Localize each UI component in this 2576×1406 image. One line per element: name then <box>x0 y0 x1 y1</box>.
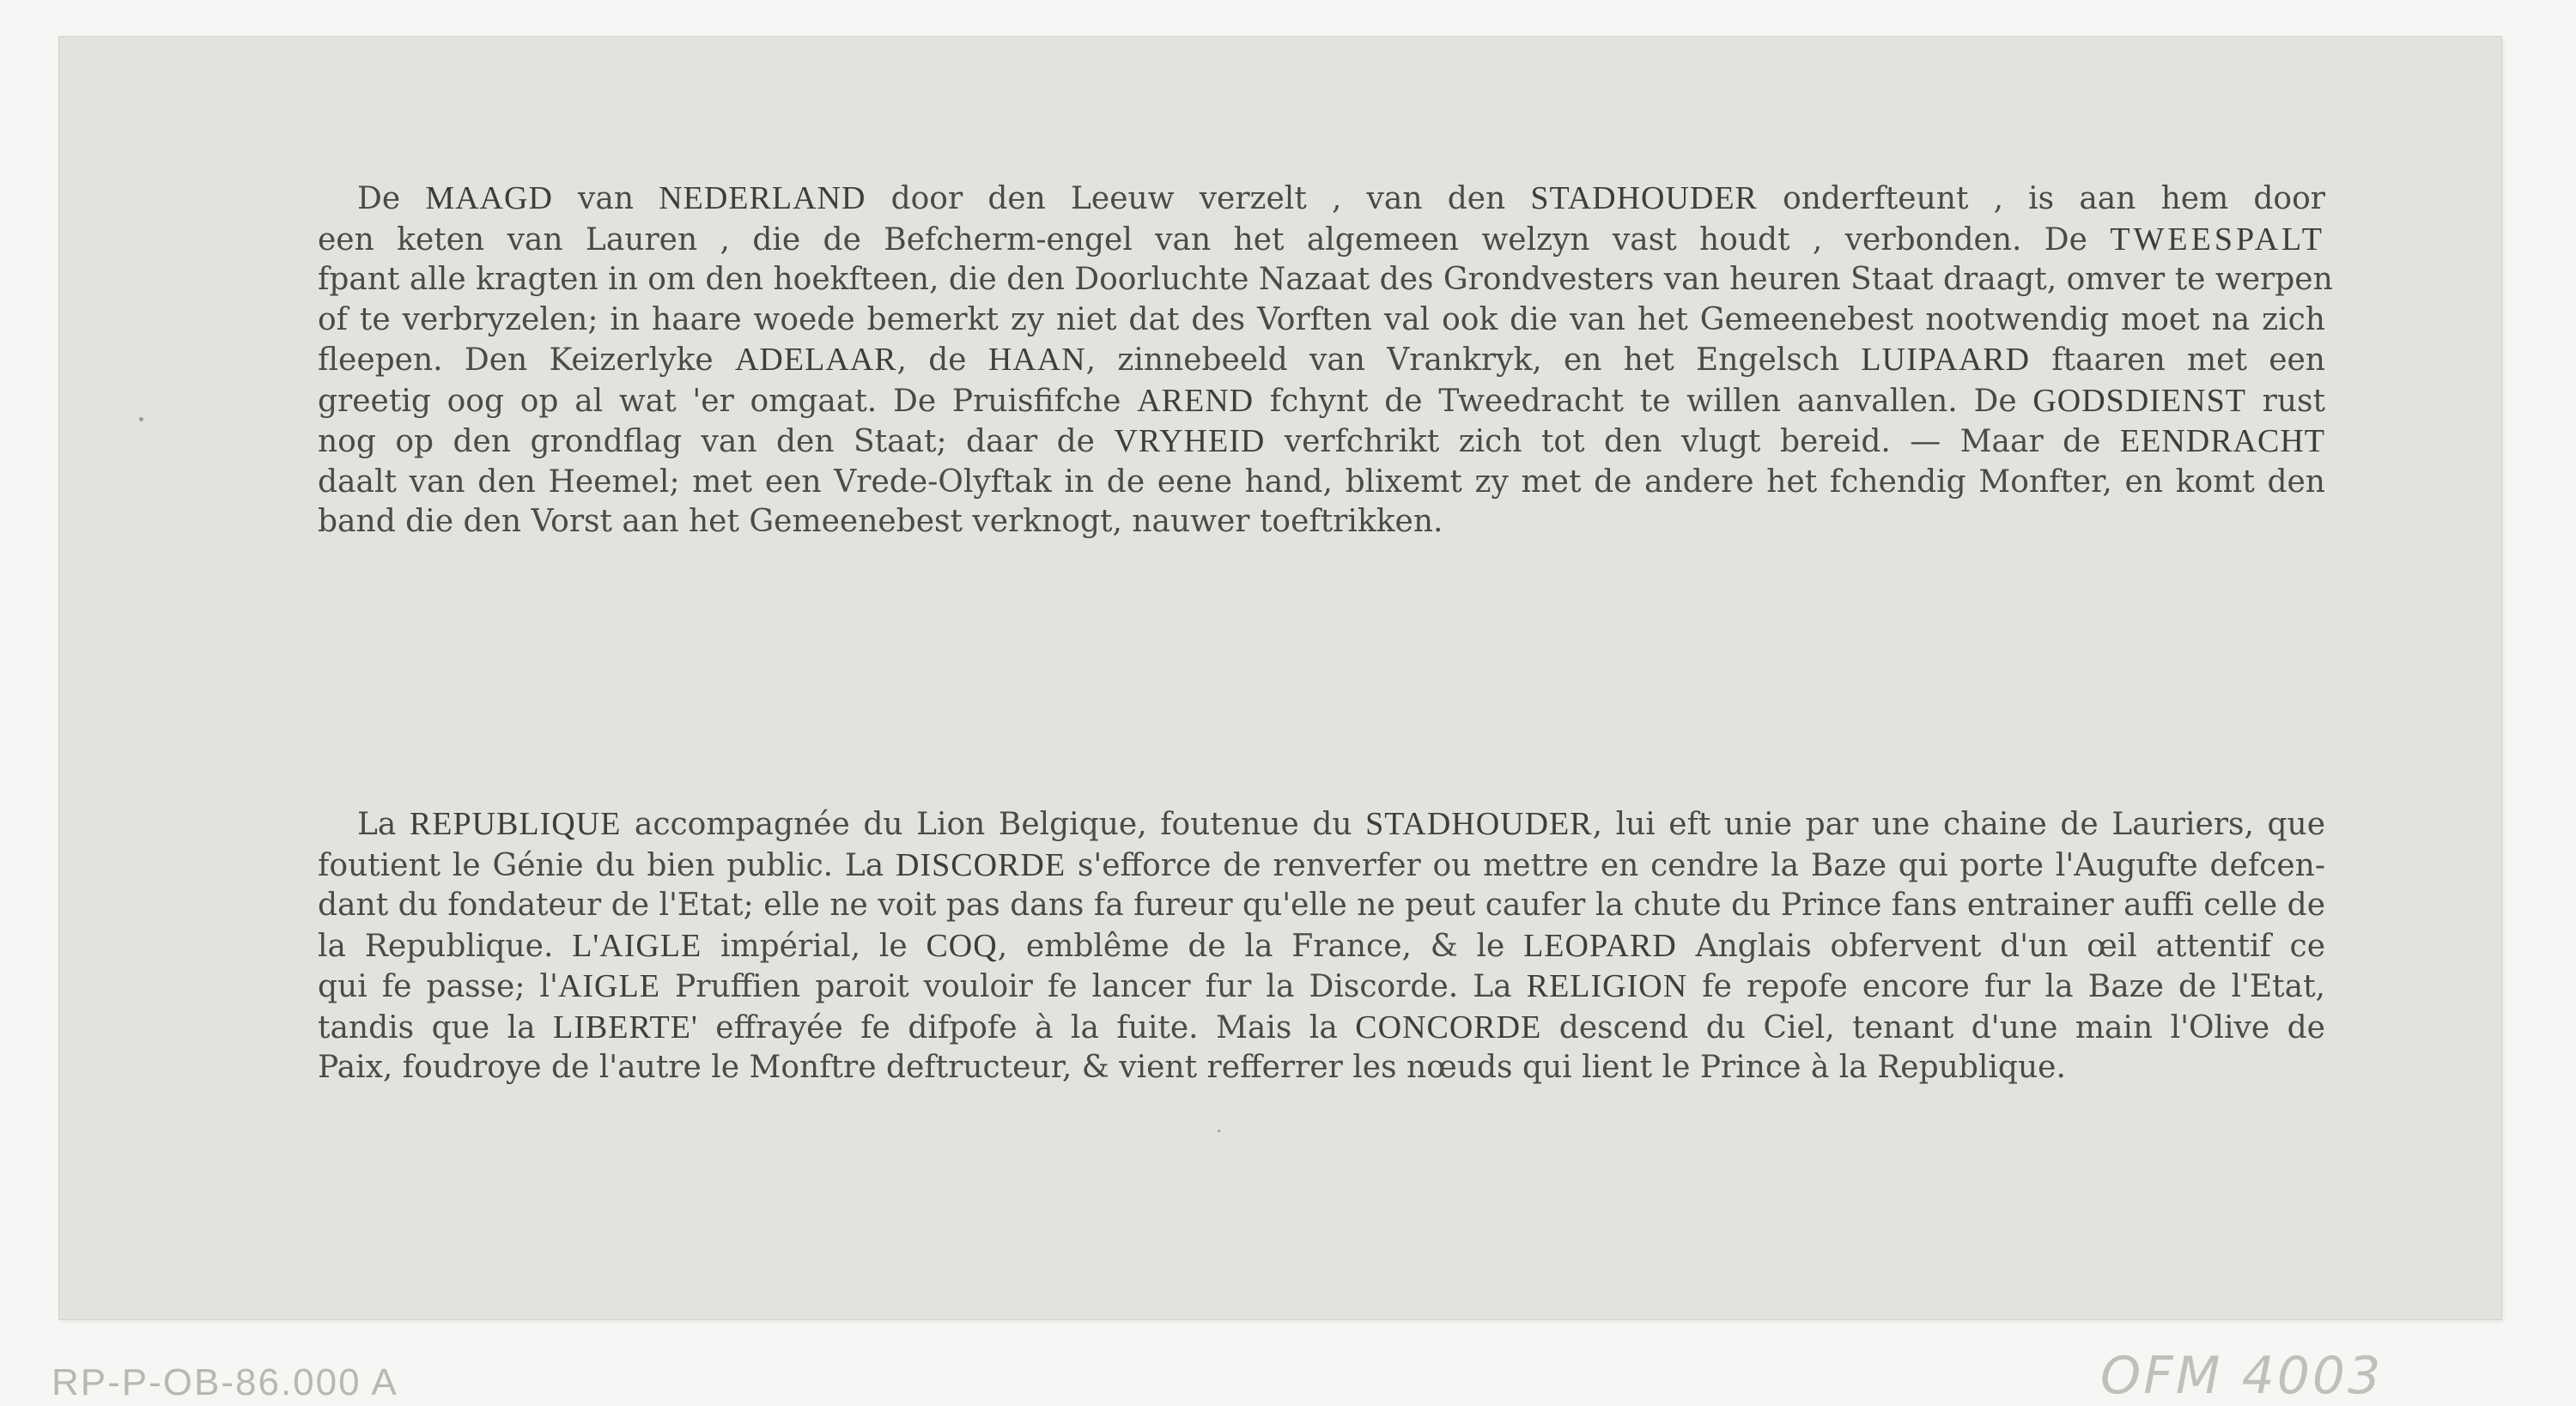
dutch-text-line <box>318 300 2325 341</box>
text-segment: descend du Ciel, tenant d'une main l'Olive de <box>1541 1009 2325 1045</box>
text-segment: verfchrikt zich tot den vlugt bereid. — Maar de <box>1265 424 2120 459</box>
text-segment: dant du fondateur de l'Etat; elle ne voit pas dans fa fureur qu'elle ne peut caufer la chute du Prince fans entrainer auffi celle de <box>318 888 2325 923</box>
dutch-text-line <box>318 260 2333 300</box>
emphasized-word: EENDRACHT <box>2119 423 2325 459</box>
inventory-number-right: OFM 4003 <box>2100 1346 2384 1406</box>
text-segment: greetig oog op al wat 'er omgaat. De Pruisfifche <box>318 383 1138 419</box>
emphasized-word: REPUBLIQUE <box>409 806 622 842</box>
emphasized-word: RELIGION <box>1526 968 1688 1004</box>
french-text-line <box>318 926 2325 967</box>
text-segment: qui fe passe; l' <box>318 969 558 1004</box>
inventory-number-left: RP-P-OB-86.000 A <box>52 1361 398 1403</box>
dutch-text-line <box>318 463 2325 503</box>
paper-speck <box>1218 1130 1220 1132</box>
text-segment: of te verbryzelen; in haare woede bemerkt zy niet dat des Vorften val ook die van het Gemeenebest nootwendig moet na zich <box>318 301 2325 337</box>
emphasized-word: LEOPARD <box>1523 927 1677 964</box>
french-text-line <box>318 1048 2325 1088</box>
dutch-text-line <box>318 179 2325 220</box>
text-segment: impérial, le <box>702 928 927 964</box>
text-segment: , zinnebeeld van Vrankryk, en het Engelsch <box>1085 342 1862 378</box>
french-text-line <box>318 967 2325 1008</box>
text-segment: rust <box>2245 383 2325 419</box>
text-segment: , de <box>896 342 988 378</box>
emphasized-word: AIGLE <box>557 968 660 1004</box>
emphasized-word: MAAGD <box>425 180 553 216</box>
emphasized-word: DISCORDE <box>896 846 1066 883</box>
dutch-text-line <box>318 220 2325 261</box>
text-segment: door den Leeuw verzelt , van den <box>866 181 1531 216</box>
emphasized-word: STADHOUDER <box>1530 180 1758 216</box>
dutch-text-block <box>318 179 2333 542</box>
text-segment: fleepen. Den Keizerlyke <box>318 342 735 378</box>
french-text-line <box>318 886 2325 926</box>
text-segment: s'efforce de renverfer ou mettre en cendre la Baze qui porte l'Augufte defcen- <box>1066 847 2326 883</box>
text-segment: van <box>552 181 659 216</box>
text-segment: tandis que la <box>318 1009 554 1045</box>
paper-speck <box>139 417 143 421</box>
text-segment: Paix, foudroye de l'autre le Monftre deftructeur, & vient refferrer les nœuds qui lient le Prince à la Republique. <box>318 1050 2066 1085</box>
emphasized-word: COQ <box>926 927 998 964</box>
french-text-line <box>318 845 2325 887</box>
text-segment: onderfteunt , is aan hem door <box>1757 181 2325 216</box>
emphasized-word: LIBERTE' <box>553 1009 698 1045</box>
text-segment: De <box>357 181 426 216</box>
emphasized-word: LUIPAARD <box>1861 342 2031 378</box>
french-text-block <box>318 804 2325 1088</box>
french-text-line <box>318 804 2325 845</box>
dutch-text-line <box>318 502 2325 542</box>
dutch-text-line <box>318 381 2325 422</box>
text-segment: daalt van den Heemel; met een Vrede-Olyftak in de eene hand, blixemt zy met de andere het fchendig Monfter, en komt den <box>318 464 2325 500</box>
text-segment: Anglais obfervent d'un œil attentif ce <box>1676 928 2326 964</box>
emphasized-word: ADELAAR <box>734 342 897 378</box>
text-segment: nog op den grondflag van den Staat; daar de <box>318 424 1115 459</box>
text-segment: , lui eft unie par une chaine de Lauriers, que <box>1592 807 2326 842</box>
text-segment: fchynt de Tweedracht te willen aanvallen. De <box>1254 383 2033 419</box>
text-segment: Pruffien paroit vouloir fe lancer fur la Discorde. La <box>659 969 1527 1004</box>
emphasized-word: CONCORDE <box>1355 1009 1542 1045</box>
text-segment: ftaaren met een <box>2030 342 2325 378</box>
emphasized-word: VRYHEID <box>1114 423 1266 459</box>
french-text-line <box>318 1008 2325 1049</box>
text-segment: band die den Vorst aan het Gemeenebest verknogt, nauwer toeftrikken. <box>318 504 1443 539</box>
emphasized-word: HAAN <box>987 342 1086 378</box>
dutch-text-line <box>318 340 2325 381</box>
text-segment: , emblême de la France, & le <box>997 928 1524 964</box>
emphasized-word: STADHOUDER <box>1365 806 1593 842</box>
text-segment: een keten van Lauren , die de Befcherm-engel van het algemeen welzyn vast houdt , verbonden. De <box>318 221 2111 258</box>
text-segment: foutient le Génie du bien public. La <box>318 847 896 883</box>
emphasized-word: TWEESPALT <box>2110 221 2325 258</box>
text-segment: fpant alle kragten in om den hoekfteen, die den Doorluchte Nazaat des Grondvesters van heuren Staat draagt, omver te werpen <box>318 262 2333 297</box>
emphasized-word: GODSDIENST <box>2032 382 2246 419</box>
text-segment: accompagnée du Lion Belgique, foutenue du <box>621 807 1366 842</box>
text-segment: effrayée fe difpofe à la fuite. Mais la <box>697 1009 1356 1045</box>
dutch-text-line <box>318 421 2325 463</box>
emphasized-word: AREND <box>1137 382 1255 419</box>
emphasized-word: NEDERLAND <box>659 180 866 216</box>
emphasized-word: L'AIGLE <box>572 927 702 964</box>
text-segment: la Republique. <box>318 928 573 964</box>
text-segment: fe repofe encore fur la Baze de l'Etat, <box>1687 969 2325 1004</box>
text-segment: La <box>357 807 410 842</box>
